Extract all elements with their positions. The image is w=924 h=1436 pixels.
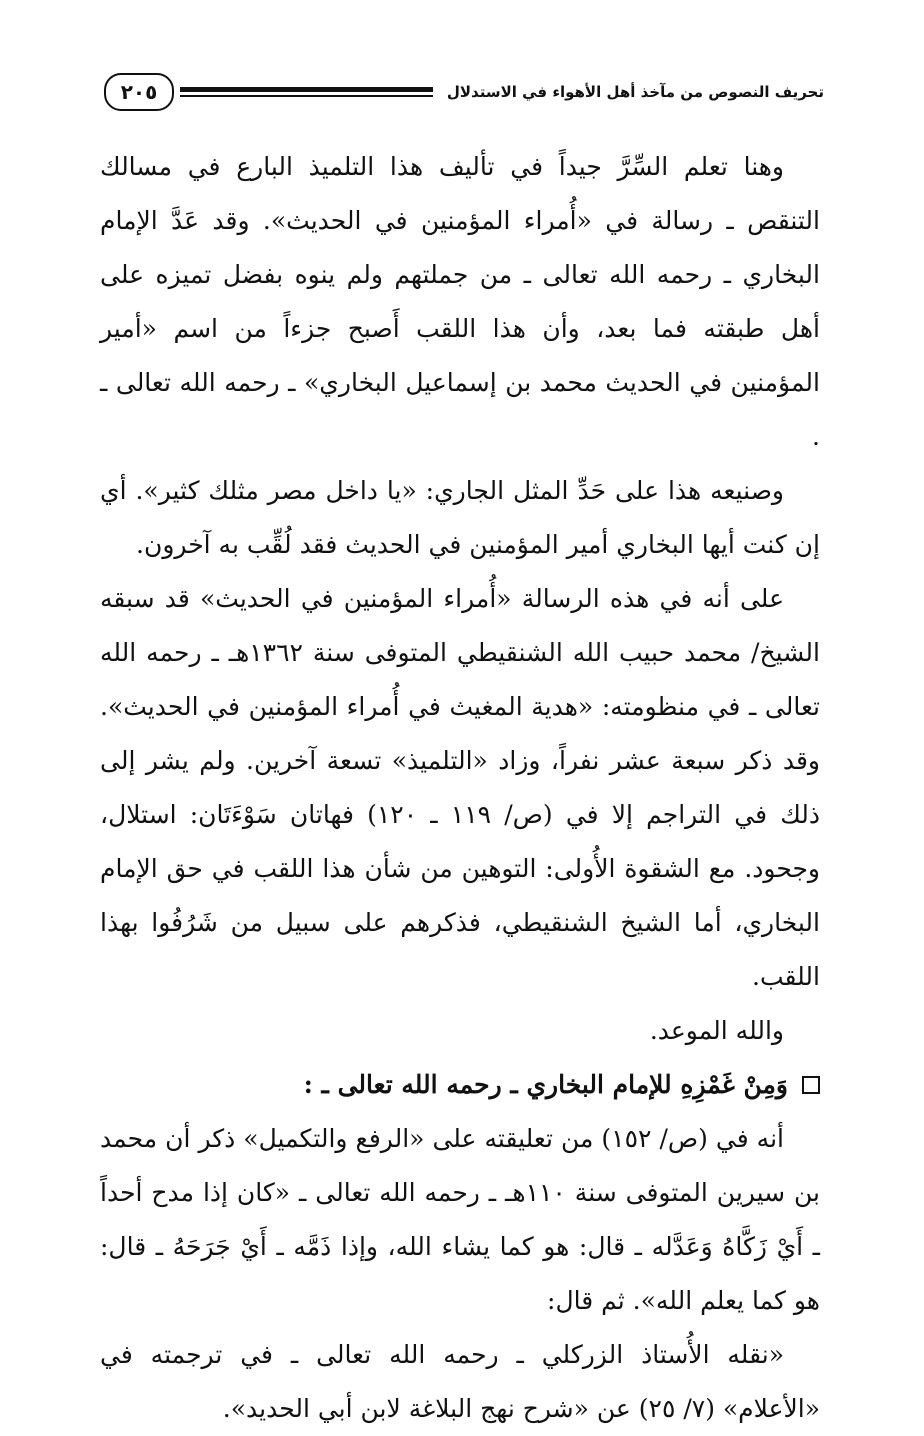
page-number: ٢٠٥ [104, 73, 174, 111]
paragraph: والله الموعد. [649, 1016, 784, 1045]
header-rule-thick [180, 87, 433, 92]
section-heading-text: وَمِنْ غَمْزِهِ للإمام البخاري ـ رحمه الله تعالى ـ : [303, 1070, 788, 1099]
header-rule-thin [180, 95, 433, 97]
page-body [100, 140, 820, 1436]
paragraph: وصنيعه هذا على حَدِّ المثل الجاري: «يا داخل مصر مثلك كثير». أي إن كنت أيها البخاري أمير المؤمنين في الحديث فقد لُقِّب به آخرون. [100, 476, 820, 559]
running-title: تحريف النصوص من مآخذ أهل الأهواء في الاستدلال [446, 83, 824, 101]
page-header [104, 68, 824, 116]
square-bullet-icon [802, 1076, 820, 1094]
paragraph: «نقله الأُستاذ الزركلي ـ رحمه الله تعالى ـ في ترجمته في «الأعلام» (٧/ ٢٥) عن «شرح نهج البلاغة لابن أبي الحديد». [100, 1340, 820, 1423]
paragraph: أنه في (ص/ ١٥٢) من تعليقته على «الرفع والتكميل» ذكر أن محمد بن سيرين المتوفى سنة ١١٠هـ ـ رحمه الله تعالى ـ «كان إذا مدح أحداً ـ أَيْ زَكَّاهُ وَعَدَّله ـ قال: هو كما يشاء الله، وإذا ذَمَّه ـ أَيْ جَرَحَهُ ـ قال: هو كما يعلم الله». ثم قال: [100, 1124, 820, 1315]
header-rules [174, 87, 439, 97]
paragraph: على أنه في هذه الرسالة «أُمراء المؤمنين في الحديث» قد سبقه الشيخ/ محمد حبيب الله الشنقيطي المتوفى سنة ١٣٦٢هـ ـ رحمه الله تعالى ـ في منظومته: «هدية المغيث في أُمراء المؤمنين في الحديث». وقد ذكر سبعة عشر نفراً، وزاد «التلميذ» تسعة آخرين. ولم يشر إلى ذلك في التراجم إلا في (ص/ ١١٩ ـ ١٢٠) فهاتان سَوْءَتَان: استلال، وجحود. مع الشقوة الأُولى: التوهين من شأن هذا اللقب في حق الإمام البخاري، أما الشيخ الشنقيطي، فذكرهم على سبيل من شَرُفُوا بهذا اللقب. [100, 584, 821, 991]
paragraph: وهنا تعلم السِّرَّ جيداً في تأليف هذا التلميذ البارع في مسالك التنقص ـ رسالة في «أُمراء المؤمنين في الحديث». وقد عَدَّ الإمام البخاري ـ رحمه الله تعالى ـ من جملتهم ولم ينوه بفضل تميزه على أهل طبقته فما بعد، وأن هذا اللقب أَصبح جزءاً من اسم «أمير المؤمنين في الحديث محمد بن إسماعيل البخاري» ـ رحمه الله تعالى ـ . [100, 152, 820, 451]
section-heading [100, 1058, 820, 1112]
